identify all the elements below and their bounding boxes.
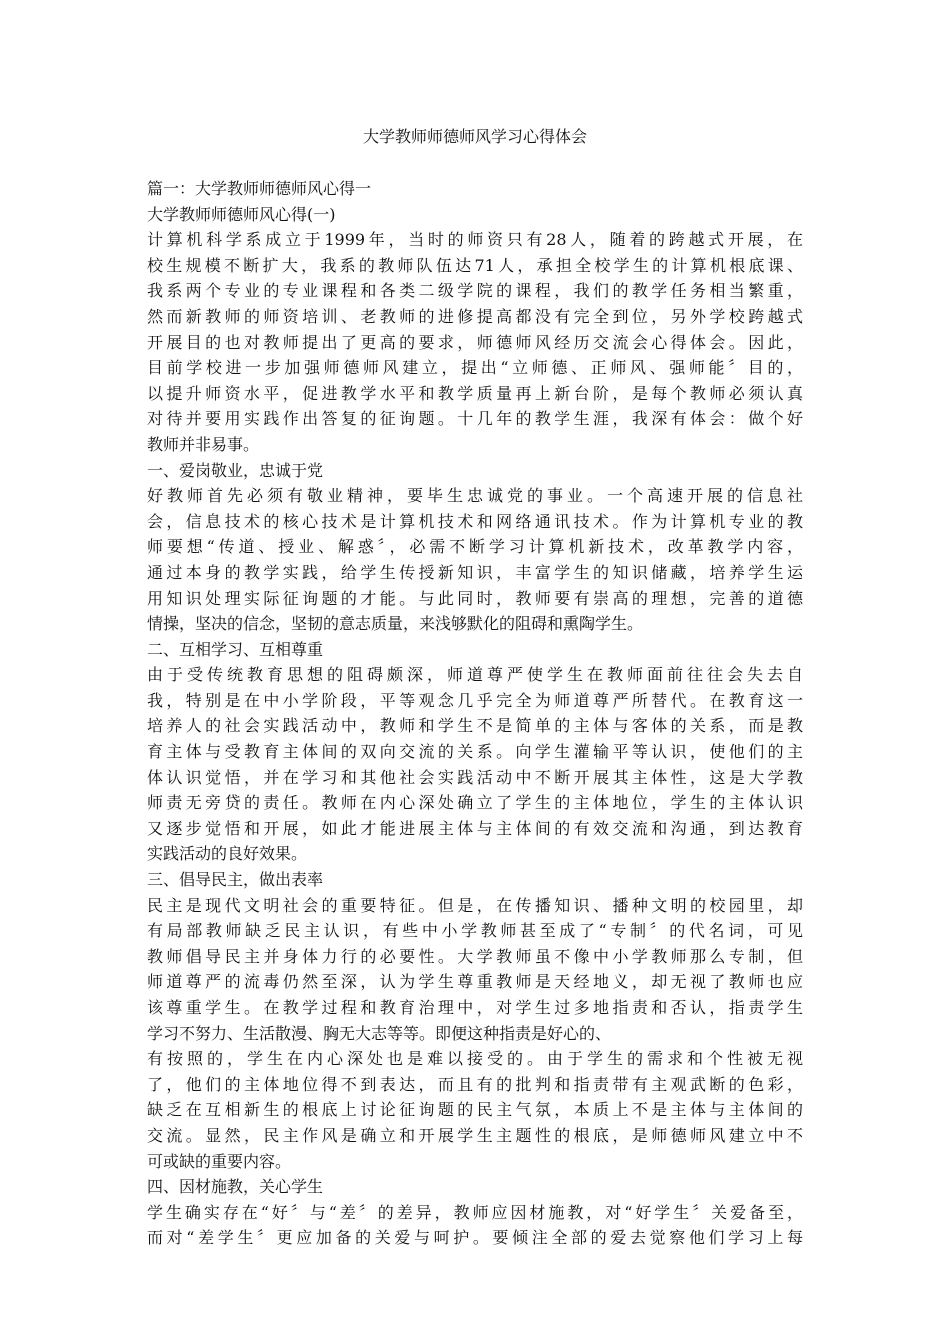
text-line: 教师并非易事。 — [147, 434, 260, 454]
text-line: 目前学校进一步加强师德师风建立，提出“立师德、正师风、强师能〞目的， — [147, 358, 803, 378]
text-line: 又逐步觉悟和开展，如此才能进展主体与主体间的有效交流和沟通，到达教育 — [147, 818, 803, 838]
text-line: 会，信息技术的核心技术是计算机技术和网络通讯技术。作为计算机专业的教 — [147, 511, 803, 531]
text-line: 然而新教师的师资培训、老教师的进修提高都没有完全到位，另外学校跨越式 — [147, 306, 803, 326]
text-line: 我系两个专业的专业课程和各类二级学院的课程，我们的教学任务相当繁重， — [147, 281, 803, 301]
text-line: 体认识觉悟，并在学习和其他社会实践活动中不断开展其主体性，这是大学教 — [147, 767, 803, 787]
text-line: 四、因材施教，关心学生 — [147, 1177, 324, 1197]
text-line: 实践活动的良好效果。 — [147, 844, 308, 864]
text-line: 我，特别是在中小学阶段，平等观念几乎完全为师道尊严所替代。在教育这一 — [147, 690, 803, 710]
text-line: 师道尊严的流毒仍然至深，认为学生尊重教师是天经地义，却无视了教师也应 — [147, 972, 803, 992]
text-line: 学习不努力、生活散漫、胸无大志等等。即便这种指责是好心的、 — [147, 1023, 612, 1043]
text-line: 可或缺的重要内容。 — [147, 1151, 292, 1171]
text-line: 篇一：大学教师师德师风心得一 — [147, 179, 372, 198]
text-line: 以提升师资水平，促进教学水平和教学质量再上新台阶，是每个教师必须认真 — [147, 383, 803, 403]
text-line: 三、倡导民主，做出表率 — [147, 870, 324, 890]
text-line: 而对“差学生〞更应加备的关爱与呵护。要倾注全部的爱去觉察他们学习上每 — [147, 1228, 803, 1248]
text-line: 通过本身的教学实践，给学生传授新知识，丰富学生的知识储藏，培养学生运 — [147, 562, 803, 582]
text-line: 民主是现代文明社会的重要特征。但是，在传播知识、播种文明的校园里，却 — [147, 895, 803, 915]
text-line: 对待并要用实践作出答复的征询题。十几年的教学生涯，我深有体会：做个好 — [147, 409, 803, 429]
text-line: 计算机科学系成立于1999年，当时的师资只有28人，随着的跨越式开展，在 — [147, 230, 803, 250]
text-line: 一、爱岗敬业，忠诚于党 — [147, 460, 324, 480]
text-line: 了，他们的主体地位得不到表达，而且有的批判和指责带有主观武断的色彩， — [147, 1074, 803, 1094]
text-line: 开展目的也对教师提出了更高的要求，师德师风经历交流会心得体会。因此， — [147, 332, 803, 352]
text-line: 二、互相学习、互相尊重 — [147, 639, 324, 659]
text-line: 大学教师师德师风心得(一) — [147, 204, 336, 224]
text-line: 用知识处理实际征询题的才能。与此同时，教师要有崇高的理想，完善的道德 — [147, 588, 803, 608]
document-body — [147, 176, 803, 1251]
text-line: 育主体与受教育主体间的双向交流的关系。向学生灌输平等认识，使他们的主 — [147, 742, 803, 762]
text-line: 师责无旁贷的责任。教师在内心深处确立了学生的主体地位，学生的主体认识 — [147, 793, 803, 813]
text-line: 校生规模不断扩大，我系的教师队伍达71人，承担全校学生的计算机根底课、 — [147, 255, 803, 275]
text-line: 教师倡导民主并身体力行的必要性。大学教师虽不像中小学教师那么专制，但 — [147, 946, 803, 966]
text-line: 交流。显然，民主作风是确立和开展学生主题性的根底，是师德师风建立中不 — [147, 1125, 803, 1145]
text-line: 该尊重学生。在教学过程和教育治理中，对学生过多地指责和否认，指责学生 — [147, 998, 803, 1017]
text-line: 师要想“传道、授业、解惑〞，必需不断学习计算机新技术，改革教学内容， — [147, 537, 803, 557]
text-line: 情操，坚决的信念，坚韧的意志质量，来浅够默化的阻碍和熏陶学生。 — [147, 614, 644, 634]
text-line: 好教师首先必须有敬业精神，要毕生忠诚党的事业。一个高速开展的信息社 — [147, 486, 803, 506]
text-line: 有局部教师缺乏民主认识，有些中小学教师甚至成了“专制〞的代名词，可见 — [147, 921, 803, 941]
text-line: 学生确实存在“好〞与“差〞的差异，教师应因材施教，对“好学生〞关爱备至， — [147, 1202, 803, 1222]
text-line: 培养人的社会实践活动中，教师和学生不是简单的主体与客体的关系，而是教 — [147, 716, 803, 736]
text-line: 有按照的，学生在内心深处也是难以接受的。由于学生的需求和个性被无视 — [147, 1049, 803, 1069]
text-line: 由于受传统教育思想的阻碍颇深，师道尊严使学生在教师面前往往会失去自 — [147, 665, 803, 685]
document-title: 大学教师师德师风学习心得体会 — [362, 127, 587, 146]
text-line: 缺乏在互相新生的根底上讨论征询题的民主气氛，本质上不是主体与主体间的 — [147, 1100, 803, 1120]
